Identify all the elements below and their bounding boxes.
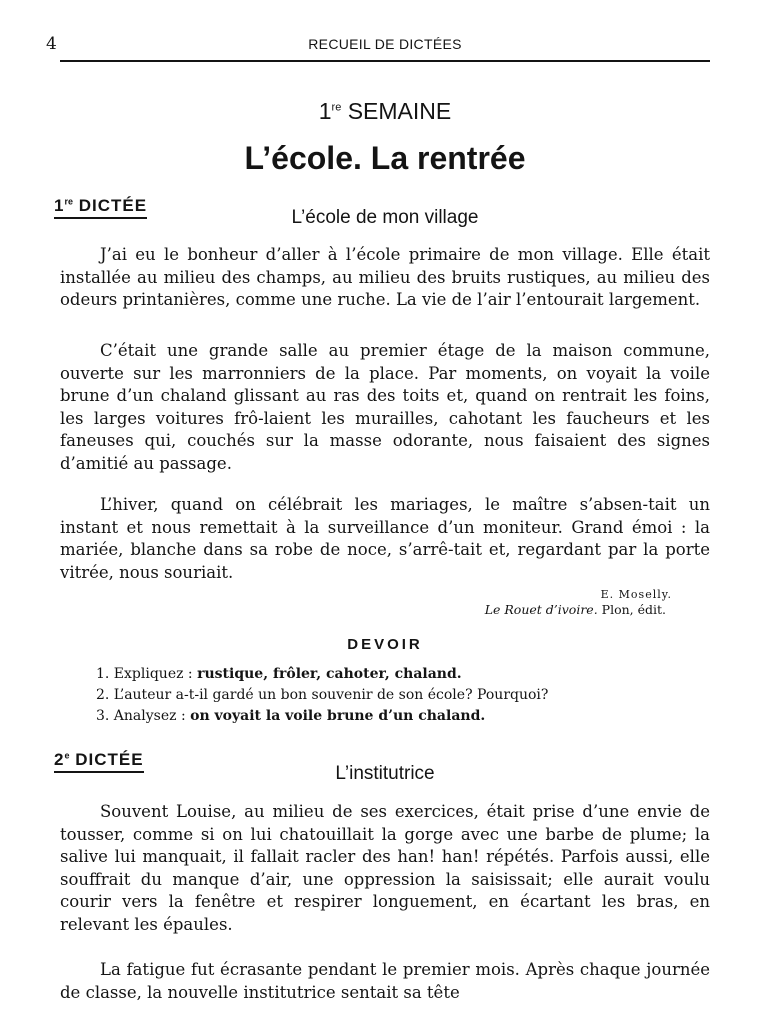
source-publisher: Plon, édit.: [601, 602, 666, 617]
dictee2-title: L’institutrice: [335, 763, 435, 784]
devoir-heading: DEVOIR: [347, 636, 423, 653]
dictee1-paragraph-2: C’était une grande salle au premier étage de la maison commune, ouverte sur les marronniers de la place. Par moments, on voyait la voile brune d’un chaland glissant au ras des toits et, quand on rentrait les foins, les larges voitures frô-laient les murailles, cahotant les faucheurs et les faneuses qui, couchés sur la masse odorante, nous faisaient des signes d’amitié au passage.: [60, 341, 710, 473]
dictee1-suffix: re: [64, 196, 73, 207]
devoir-item-prefix: 2. L’auteur a-t-il gardé un bon souvenir de son école? Pourquoi?: [96, 687, 549, 703]
dictee1-author: E. Moselly.: [600, 588, 672, 601]
week-label: SEMAINE: [347, 98, 452, 124]
dictee2-paragraph-2: La fatigue fut écrasante pendant le premier mois. Après chaque journée de classe, la nouvelle institutrice sentait sa tête: [60, 960, 710, 1002]
week-suffix: re: [331, 101, 342, 114]
dictee1-word: DICTÉE: [78, 196, 148, 215]
dictee1-title: L’école de mon village: [291, 207, 479, 228]
dictee1-source: [485, 602, 666, 617]
devoir-item: [96, 664, 548, 685]
dictee2-suffix: e: [64, 750, 70, 761]
week-heading: [60, 98, 710, 125]
page-title: L’école. La rentrée: [244, 140, 526, 176]
dictee2-word: DICTÉE: [75, 750, 144, 769]
devoir-list: [96, 664, 548, 727]
dictee2-number: 2: [54, 750, 65, 769]
running-title: RECUEIL DE DICTÉES: [308, 36, 462, 52]
devoir-item-prefix: 1. Expliquez :: [96, 666, 193, 682]
page-number: 4: [46, 34, 57, 54]
dictee1-paragraph-1: J’ai eu le bonheur d’aller à l’école primaire de mon village. Elle était installée au milieu des champs, au milieu des bruits rustiques, au milieu des odeurs printanières, comme une ruche. La vie de l’air l’entourait largement.: [60, 245, 710, 309]
devoir-item: [96, 706, 548, 727]
dictee1-number: 1: [54, 196, 65, 215]
source-book: Le Rouet d’ivoire.: [484, 602, 598, 617]
devoir-item-prefix: 3. Analysez :: [96, 708, 186, 724]
dictee2-paragraph-1: Souvent Louise, au milieu de ses exercices, était prise d’une envie de tousser, comme si on lui chatouillait la gorge avec une barbe de plume; la salive lui manquait, il fallait racler des han! han! répétés. Parfois aussi, elle souffrait du manque d’air, une oppression la saisissait; elle aurait voulu courir vers la fenêtre et respirer longuement, en écartant les bras, en relevant les épaules.: [60, 802, 710, 934]
running-header: [46, 32, 710, 62]
week-number: 1: [318, 98, 332, 124]
book-page: [46, 0, 710, 1024]
devoir-item: [96, 685, 548, 706]
dictee1-paragraph-3: L’hiver, quand on célébrait les mariages, le maître s’absen-tait un instant et nous remettait à la surveillance d’un moniteur. Grand émoi : la mariée, blanche dans sa robe de noce, s’arrê-tait et, regardant par la porte vitrée, nous souriait.: [60, 495, 710, 582]
devoir-item-words: rustique, frôler, cahoter, chaland.: [197, 666, 462, 682]
devoir-item-words: on voyait la voile brune d’un chaland.: [190, 708, 486, 724]
